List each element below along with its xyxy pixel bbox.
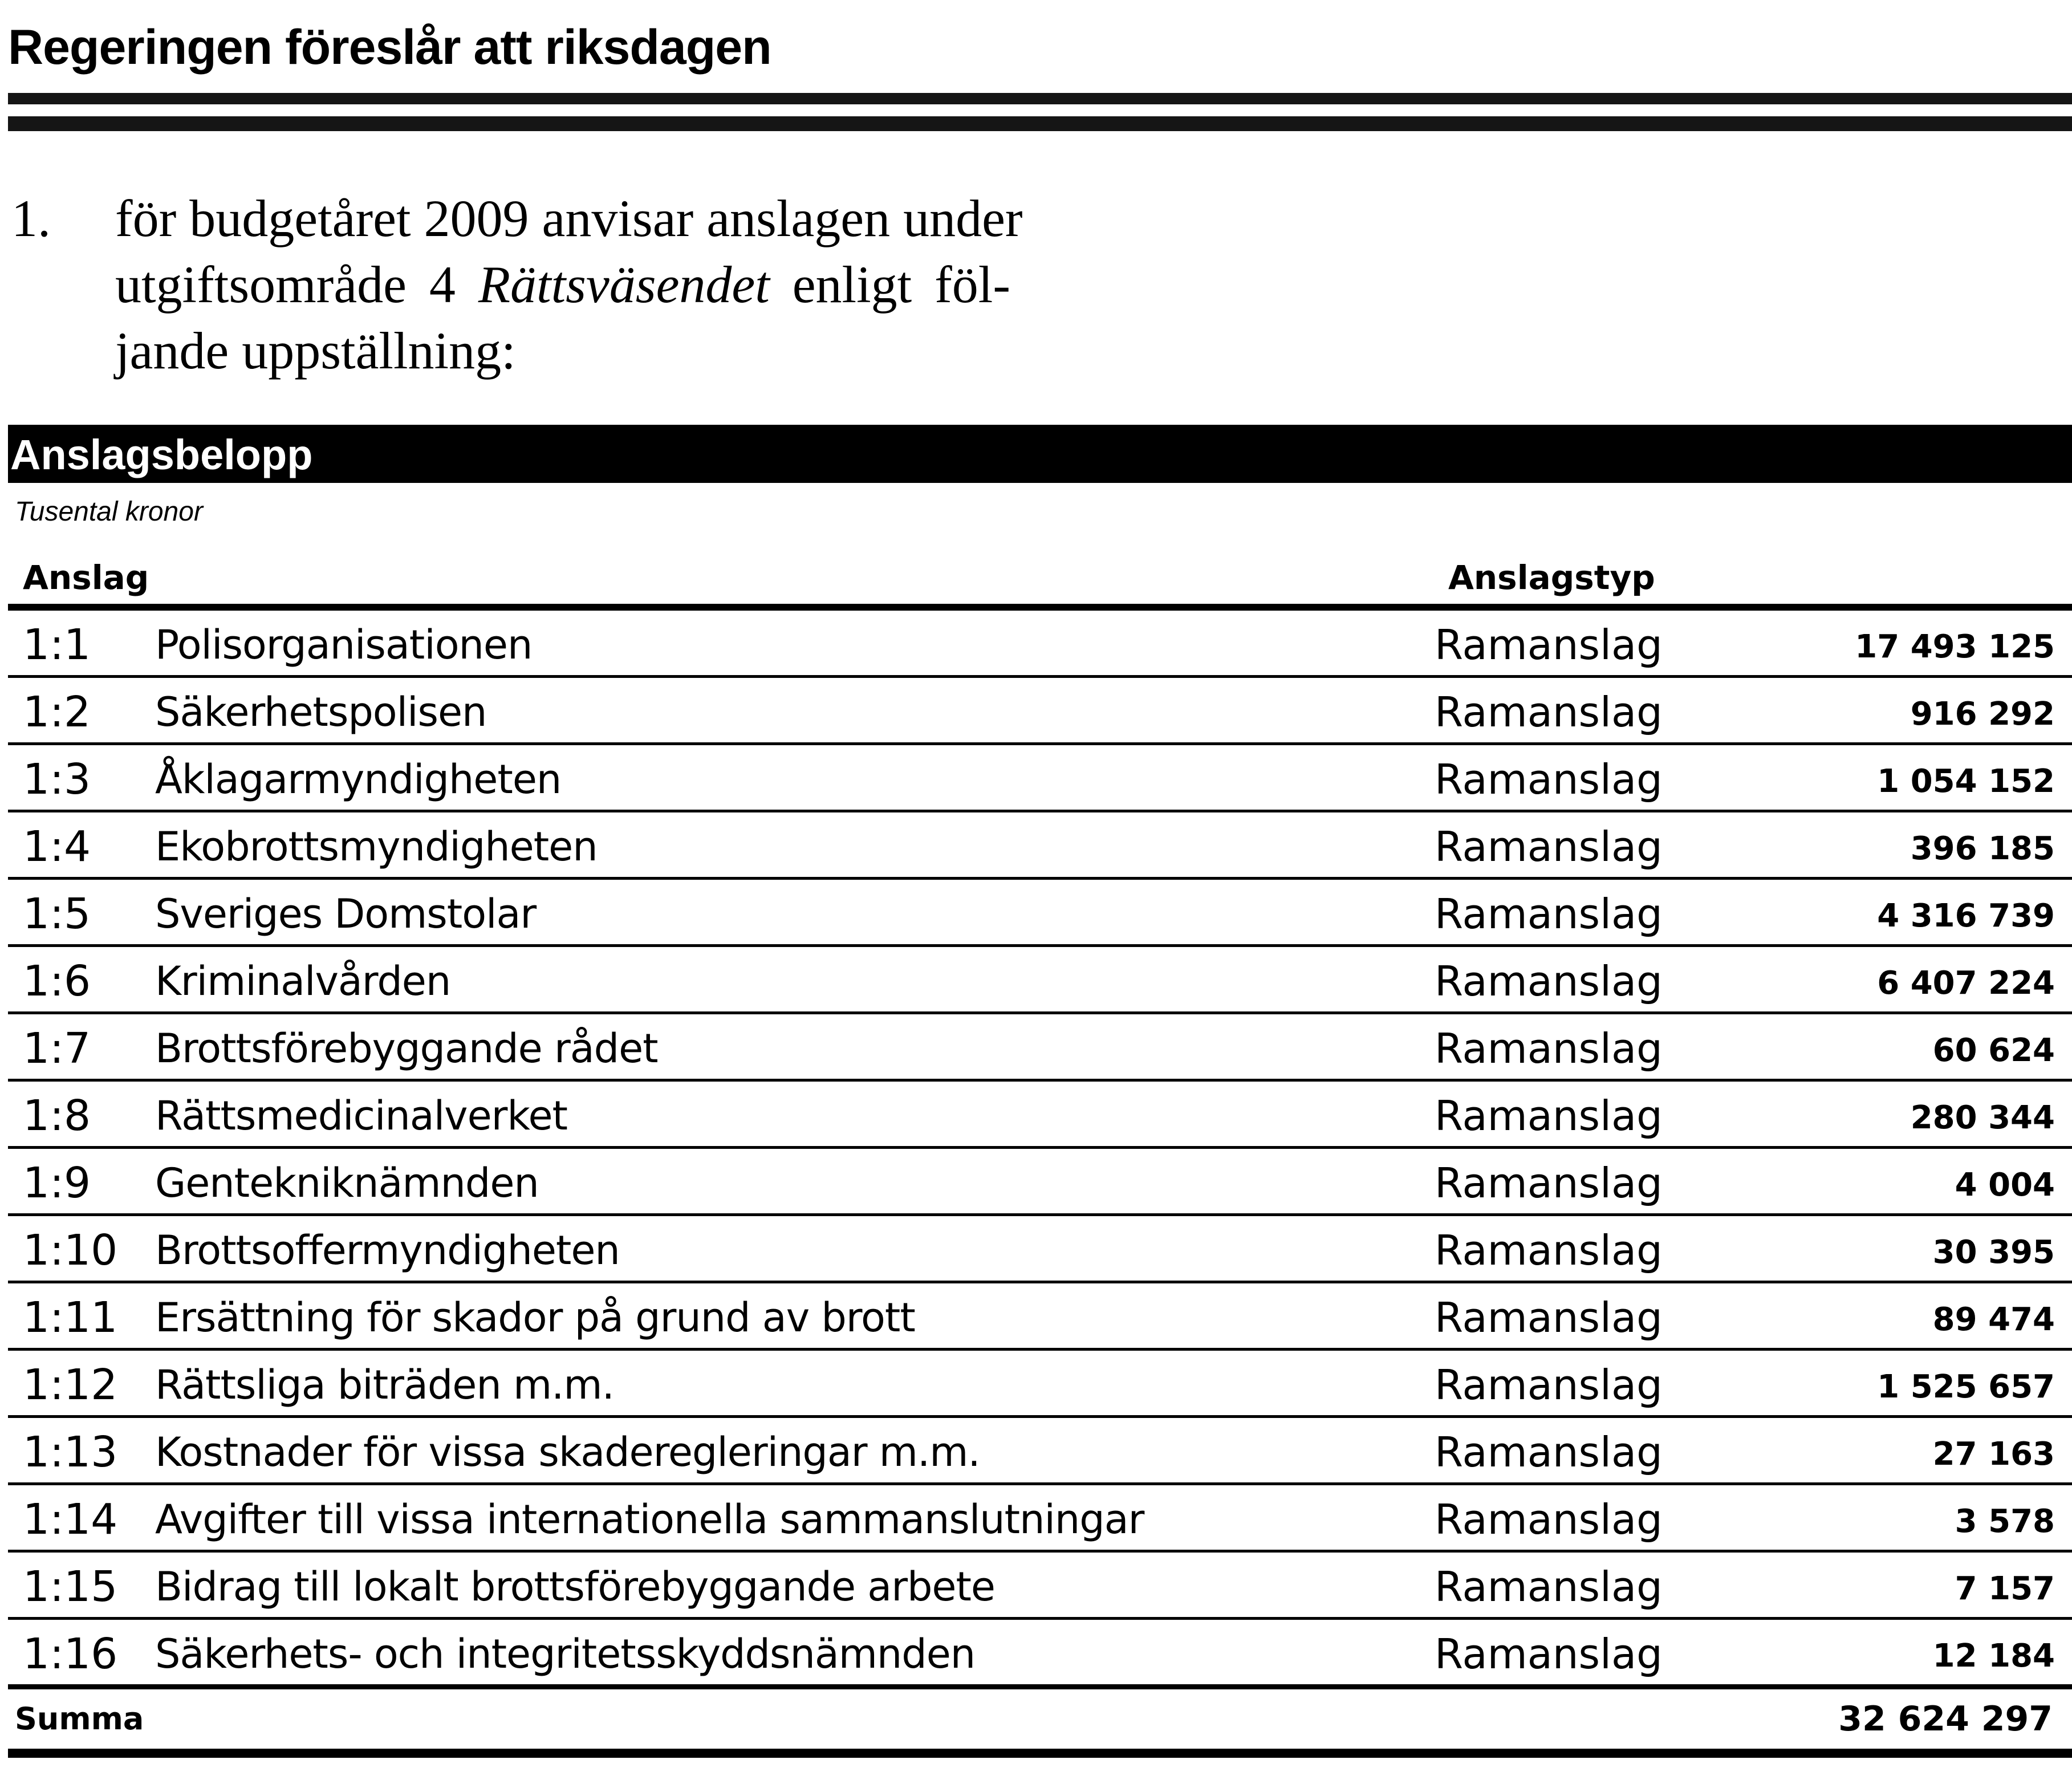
row-amount: 6 407 224: [1877, 965, 2055, 1002]
row-type: Ramanslag: [1435, 1563, 1663, 1611]
row-name: Kriminalvården: [155, 958, 451, 1005]
row-code: 1:11: [23, 1293, 118, 1342]
row-amount: 89 474: [1932, 1301, 2055, 1338]
row-type: Ramanslag: [1435, 1496, 1663, 1543]
row-amount: 7 157: [1955, 1570, 2055, 1607]
row-code: 1:9: [23, 1159, 91, 1208]
row-name: Kostnader för vissa skaderegleringar m.m.: [155, 1429, 980, 1476]
row-amount: 4 316 739: [1877, 897, 2055, 934]
row-name: Ersättning för skador på grund av brott: [155, 1294, 915, 1341]
table-body: [8, 611, 2072, 1689]
row-name: Rättsmedicinalverket: [155, 1092, 567, 1139]
table-row: [8, 745, 2072, 812]
table-row: [8, 678, 2072, 745]
row-code: 1:7: [23, 1024, 91, 1073]
proposal-line-text: enligt föl-: [769, 255, 1010, 314]
row-amount: 3 578: [1955, 1503, 2055, 1540]
proposal-line: [115, 185, 1023, 251]
heading-rule-top: [8, 93, 2072, 104]
row-type: Ramanslag: [1435, 1159, 1663, 1207]
table-sum-row: [8, 1689, 2072, 1758]
row-type: Ramanslag: [1435, 1294, 1663, 1342]
sum-label: Summa: [15, 1701, 144, 1737]
row-name: Säkerhetspolisen: [155, 689, 487, 736]
row-name: Rättsliga biträden m.m.: [155, 1362, 614, 1408]
row-type: Ramanslag: [1435, 1226, 1663, 1274]
table-row: [8, 1082, 2072, 1149]
row-type: Ramanslag: [1435, 1428, 1663, 1476]
row-name: Brottsförebyggande rådet: [155, 1025, 658, 1072]
row-type: Ramanslag: [1435, 688, 1663, 736]
row-code: 1:1: [23, 620, 91, 669]
row-type: Ramanslag: [1435, 1025, 1663, 1072]
proposal-line: [115, 318, 1010, 384]
table-row: [8, 1620, 2072, 1689]
table-row: [8, 1553, 2072, 1620]
row-code: 1:13: [23, 1428, 118, 1477]
heading-rule-bottom: [8, 116, 2072, 131]
row-type: Ramanslag: [1435, 755, 1663, 803]
row-name: Brottsoffermyndigheten: [155, 1227, 620, 1274]
proposal-number: 1.: [11, 189, 51, 247]
table-row: [8, 1351, 2072, 1418]
row-code: 1:2: [23, 688, 91, 737]
column-header-anslag: Anslag: [23, 558, 149, 597]
row-amount: 1 054 152: [1877, 763, 2055, 800]
row-amount: 12 184: [1932, 1637, 2055, 1675]
row-amount: 27 163: [1932, 1436, 2055, 1473]
row-name: Avgifter till vissa internationella sammanslutningar: [155, 1496, 1144, 1543]
appropriations-table: [8, 556, 2072, 1758]
table-row: [8, 1418, 2072, 1485]
table-row: [8, 812, 2072, 880]
row-name: Bidrag till lokalt brottsförebyggande arbete: [155, 1563, 995, 1610]
proposal-text: [115, 185, 1023, 384]
row-name: Ekobrottsmyndigheten: [155, 823, 598, 870]
row-name: Polisorganisationen: [155, 621, 533, 668]
row-amount: 30 395: [1932, 1234, 2055, 1271]
row-type: Ramanslag: [1435, 1630, 1663, 1678]
proposal-line-text: jande uppställning:: [115, 322, 516, 380]
table-header: [8, 556, 2072, 611]
row-type: Ramanslag: [1435, 957, 1663, 1005]
unit-note: Tusental kronor: [15, 497, 203, 527]
row-amount: 17 493 125: [1855, 628, 2055, 665]
table-row: [8, 1485, 2072, 1553]
row-amount: 396 185: [1910, 830, 2055, 867]
table-row: [8, 611, 2072, 678]
page-title: Regeringen föreslår att riksdagen: [8, 20, 771, 75]
proposal-line: [115, 251, 1010, 318]
row-type: Ramanslag: [1435, 621, 1663, 669]
sum-amount: 32 624 297: [1838, 1699, 2053, 1739]
row-amount: 280 344: [1910, 1099, 2055, 1136]
row-type: Ramanslag: [1435, 1361, 1663, 1409]
table-title-banner: [8, 425, 2072, 483]
row-code: 1:4: [23, 822, 91, 871]
proposal-line-text: för budgetåret 2009 anvisar anslagen under: [115, 189, 1023, 247]
expenditure-area-name: Rättsväsendet: [478, 255, 770, 314]
row-amount: 1 525 657: [1877, 1368, 2055, 1405]
row-name: Säkerhets- och integritetsskyddsnämnden: [155, 1631, 976, 1677]
row-type: Ramanslag: [1435, 890, 1663, 938]
row-amount: 916 292: [1910, 696, 2055, 733]
row-amount: 4 004: [1955, 1167, 2055, 1204]
row-name: Åklagarmyndigheten: [155, 756, 562, 803]
row-amount: 60 624: [1932, 1032, 2055, 1069]
row-code: 1:10: [23, 1226, 118, 1275]
column-header-anslagstyp: Anslagstyp: [1448, 558, 1655, 597]
row-name: Sveriges Domstolar: [155, 891, 537, 937]
table-row: [8, 1014, 2072, 1082]
row-name: Gentekniknämnden: [155, 1160, 539, 1206]
table-row: [8, 1283, 2072, 1351]
table-row: [8, 1149, 2072, 1216]
row-code: 1:15: [23, 1562, 118, 1611]
row-code: 1:16: [23, 1630, 118, 1679]
table-row: [8, 947, 2072, 1014]
row-code: 1:5: [23, 889, 91, 938]
row-code: 1:6: [23, 957, 91, 1006]
document-page: [8, 0, 2072, 1792]
row-code: 1:14: [23, 1495, 118, 1544]
table-row: [8, 880, 2072, 947]
proposal-line-text: utgiftsområde 4: [115, 255, 478, 314]
row-code: 1:12: [23, 1360, 118, 1409]
table-title: Anslagsbelopp: [10, 431, 313, 478]
row-type: Ramanslag: [1435, 823, 1663, 871]
row-code: 1:3: [23, 755, 91, 804]
row-code: 1:8: [23, 1091, 91, 1140]
row-type: Ramanslag: [1435, 1092, 1663, 1140]
table-row: [8, 1216, 2072, 1283]
